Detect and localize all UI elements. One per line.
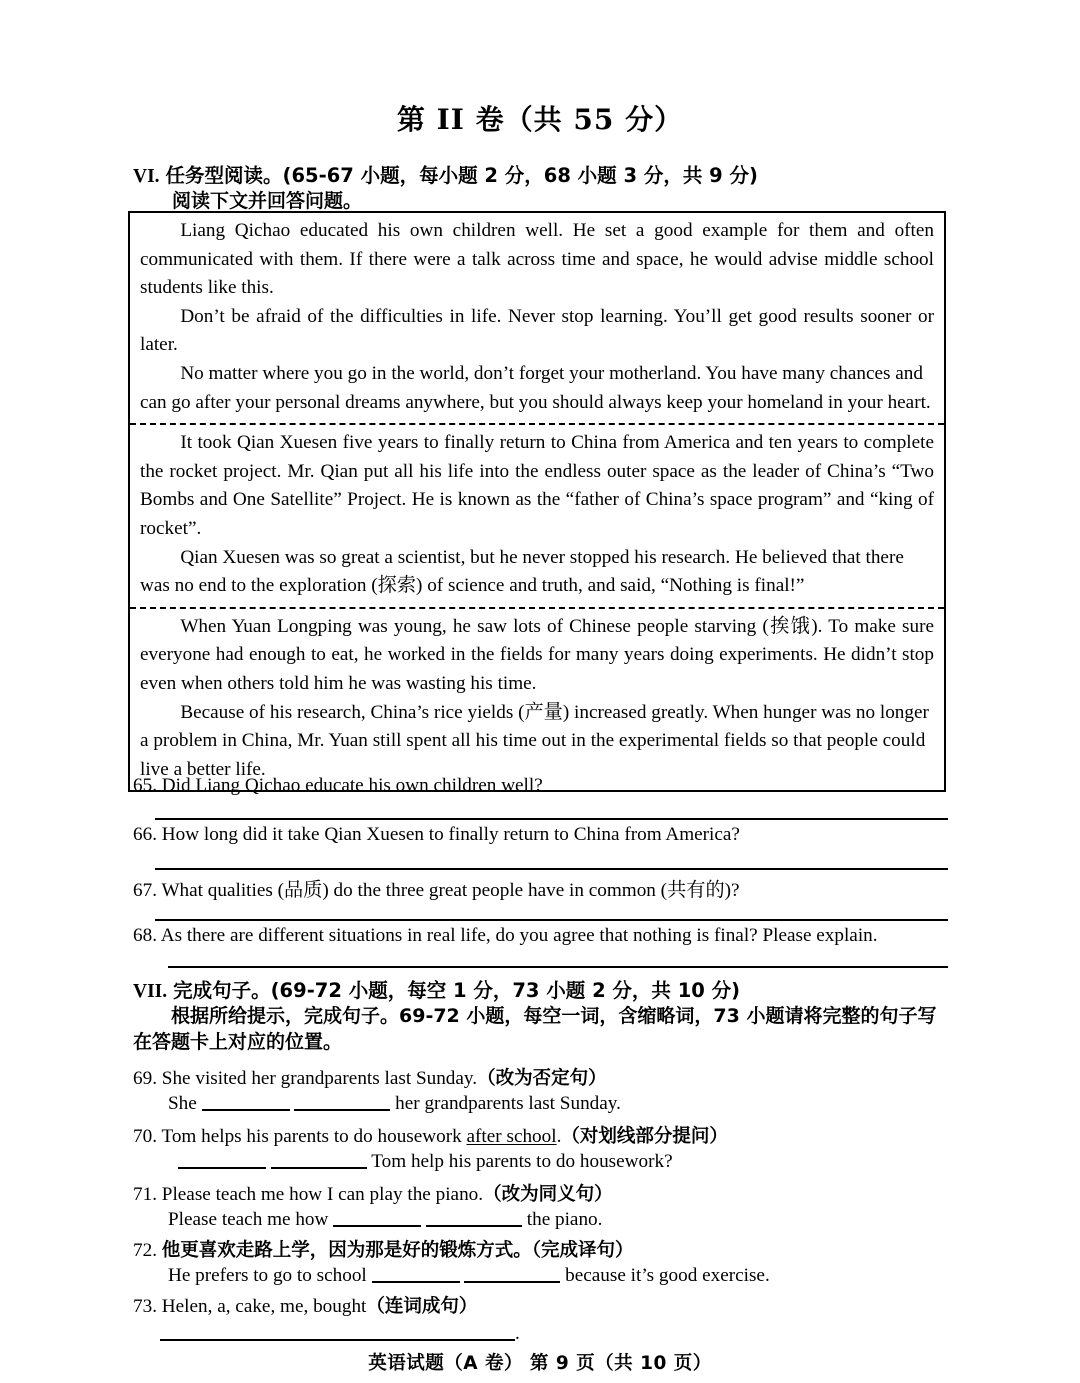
passage-qian-xuesen xyxy=(130,423,944,607)
section-vi-roman: VI. xyxy=(133,166,160,187)
answer-blank-2[interactable] xyxy=(271,1148,367,1169)
passage-paragraph: When Yuan Longping was young, he saw lots of Chinese people starving (挨饿). To make sure everyone had enough to eat, he worked in the fields for many years doing experiments. He didn’t stop even when others told him he was wasting his time. xyxy=(140,615,935,694)
section-vii-roman: VII. xyxy=(133,981,168,1002)
answer-line-67[interactable] xyxy=(155,919,948,921)
passage-paragraph: Liang Qichao educated his own children well. He set a good example for them and often communicated with them. If there were a talk across time and space, he would advise middle school students like this. xyxy=(140,220,934,299)
answer-blank-long[interactable] xyxy=(160,1320,515,1341)
question-number: 65. xyxy=(133,775,157,796)
question-text: Did Liang Qichao educate his own children well? xyxy=(161,775,543,796)
question-prompt: 他更喜欢走路上学，因为那是好的锻炼方式。 xyxy=(161,1240,532,1261)
section-vi-heading-text: 任务型阅读。(65-67 小题，每小题 2 分，68 小题 3 分，共 9 分) xyxy=(165,164,758,187)
passage-paragraph: Because of his research, China’s rice yields (产量) increased greatly. When hunger was no longer a problem in China, Mr. Yuan still spent all his time out in the experimental fields so that people could live a better life. xyxy=(140,701,929,780)
answer-suffix: her grandparents last Sunday. xyxy=(395,1093,621,1115)
answer-blank-2[interactable] xyxy=(294,1090,390,1111)
answer-suffix: the piano. xyxy=(526,1209,603,1231)
question-70-answer-line xyxy=(178,1148,673,1173)
passage-paragraph: It took Qian Xuesen five years to finally return to China from America and ten years to complete the rocket project. Mr. Qian put all his life into the endless outer space as the leader of China’s “Two Bombs and One Satellite” Project. He is known as the “father of China’s space program” and “king of rocket”. xyxy=(140,432,934,539)
question-number: 70. xyxy=(133,1126,157,1147)
question-text: How long did it take Qian Xuesen to finally return to China from America? xyxy=(161,824,740,845)
passage-yuan-longping xyxy=(130,607,944,791)
passage-paragraph: No matter where you go in the world, don’t forget your motherland. You have many chances and can go after your personal dreams anywhere, but you should always keep your homeland in your heart. xyxy=(140,362,931,413)
answer-blank-2[interactable] xyxy=(464,1262,560,1283)
question-70 xyxy=(133,1122,728,1148)
question-66 xyxy=(133,824,948,846)
answer-blank-1[interactable] xyxy=(202,1090,290,1111)
answer-line-65[interactable] xyxy=(155,818,948,820)
question-prompt: She visited her grandparents last Sunday. xyxy=(161,1068,478,1089)
question-number: 69. xyxy=(133,1068,157,1089)
question-73 xyxy=(133,1292,477,1318)
answer-line-66[interactable] xyxy=(155,868,948,870)
question-number: 68. xyxy=(133,925,157,946)
section-vi-heading xyxy=(133,160,963,188)
question-tag: （改为同义句） xyxy=(483,1184,613,1205)
question-68 xyxy=(133,925,948,947)
question-65 xyxy=(133,775,948,797)
question-text: As there are different situations in real life, do you agree that nothing is final? Please explain. xyxy=(160,925,878,946)
question-number: 66. xyxy=(133,824,157,845)
question-71 xyxy=(133,1180,613,1206)
answer-suffix: . xyxy=(515,1323,520,1345)
section-vii-heading xyxy=(133,975,740,1003)
reading-passage-box xyxy=(128,211,946,792)
answer-blank-2[interactable] xyxy=(426,1206,522,1227)
answer-suffix: Tom help his parents to do housework? xyxy=(371,1151,673,1173)
question-tag: （连词成句） xyxy=(366,1296,478,1317)
question-prompt: Please teach me how I can play the piano. xyxy=(161,1184,484,1205)
section-vii-heading-text: 完成句子。(69-72 小题，每空 1 分，73 小题 2 分，共 10 分) xyxy=(173,979,741,1002)
answer-blank-1[interactable] xyxy=(178,1148,266,1169)
question-prompt: Helen, a, cake, me, bought xyxy=(161,1296,367,1317)
page-footer: 英语试题（A 卷） 第 9 页（共 10 页） xyxy=(368,1353,712,1374)
question-text: What qualities (品质) do the three great people have in common (共有的)? xyxy=(161,880,740,901)
passage-paragraph: Qian Xuesen was so great a scientist, but he never stopped his research. He believed that there was no end to the exploration (探索) of science and truth, and said, “Nothing is final!” xyxy=(140,546,904,597)
answer-blank-1[interactable] xyxy=(333,1206,421,1227)
question-73-answer-line xyxy=(160,1320,520,1345)
question-69-answer-line xyxy=(168,1090,621,1115)
section-vii-instruction: 根据所给提示，完成句子。69-72 小题，每空一词，含缩略词，73 小题请将完整的句子写在答题卡上对应的位置。 xyxy=(133,1005,937,1053)
question-number: 72. xyxy=(133,1240,157,1261)
question-prompt-end: . xyxy=(556,1126,562,1147)
answer-prefix: She xyxy=(168,1093,197,1115)
question-71-answer-line xyxy=(168,1206,602,1231)
question-prompt: Tom helps his parents to do housework xyxy=(161,1126,467,1147)
question-tag: （对划线部分提问） xyxy=(561,1126,728,1147)
question-number: 71. xyxy=(133,1184,157,1205)
section-vi-instruction: 阅读下文并回答问题。 xyxy=(172,190,363,212)
question-underlined-phrase: after school xyxy=(466,1126,557,1147)
passage-liang-qichao xyxy=(130,213,944,423)
question-number: 73. xyxy=(133,1296,157,1317)
answer-prefix: He prefers to go to school xyxy=(168,1265,367,1287)
answer-prefix: Please teach me how xyxy=(168,1209,329,1231)
answer-suffix: because it’s good exercise. xyxy=(565,1265,770,1287)
question-72-answer-line xyxy=(168,1262,770,1287)
question-tag: （完成译句） xyxy=(531,1240,634,1261)
question-67 xyxy=(133,875,948,902)
page-title: 第 II 卷（共 55 分） xyxy=(396,103,684,136)
question-tag: （改为否定句） xyxy=(477,1068,607,1089)
passage-paragraph: Don’t be afraid of the difficulties in life. Never stop learning. You’ll get good results sooner or later. xyxy=(140,305,934,356)
answer-line-68[interactable] xyxy=(168,966,948,968)
question-69 xyxy=(133,1064,607,1090)
question-number: 67. xyxy=(133,880,157,901)
question-72 xyxy=(133,1236,634,1262)
answer-blank-1[interactable] xyxy=(372,1262,460,1283)
